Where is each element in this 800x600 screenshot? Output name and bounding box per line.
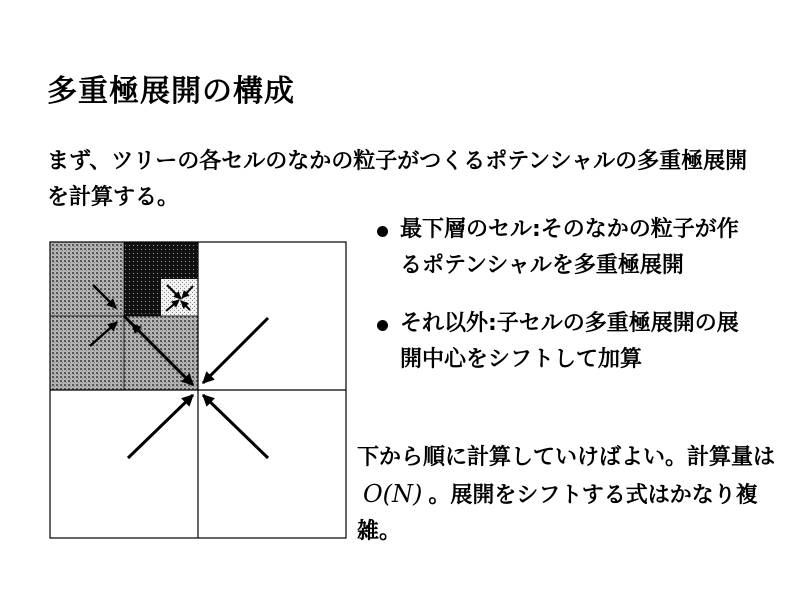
bullet-text-other: それ以外:子セルの多重極展開の展開中心をシフトして加算	[400, 311, 739, 372]
conclusion-text	[357, 440, 777, 550]
complexity-math: O(N)	[363, 480, 423, 508]
bullet-list	[375, 212, 755, 400]
bullet-dot-icon	[377, 320, 388, 331]
intro-text: まず、ツリーの各セルのなかの粒子がつくるポテンシャルの多重極展開を計算する。	[47, 149, 748, 210]
cell-level3-a	[124, 242, 198, 279]
conclusion-after: 。展開をシフトする式はかなり複雑。	[357, 483, 758, 544]
bullet-dot-icon	[377, 226, 388, 237]
slide-title: 多重極展開の構成	[47, 74, 295, 109]
bullet-item-other	[375, 306, 755, 378]
conclusion-before: 下から順に計算していけばよい。計算量は	[357, 445, 776, 470]
bullet-item-leaf	[375, 212, 755, 284]
bullet-text-leaf: 最下層のセル:そのなかの粒子が作るポテンシャルを多重極展開	[400, 217, 739, 278]
cell-level3-c	[124, 279, 161, 316]
cell-tree-diagram	[48, 240, 348, 540]
